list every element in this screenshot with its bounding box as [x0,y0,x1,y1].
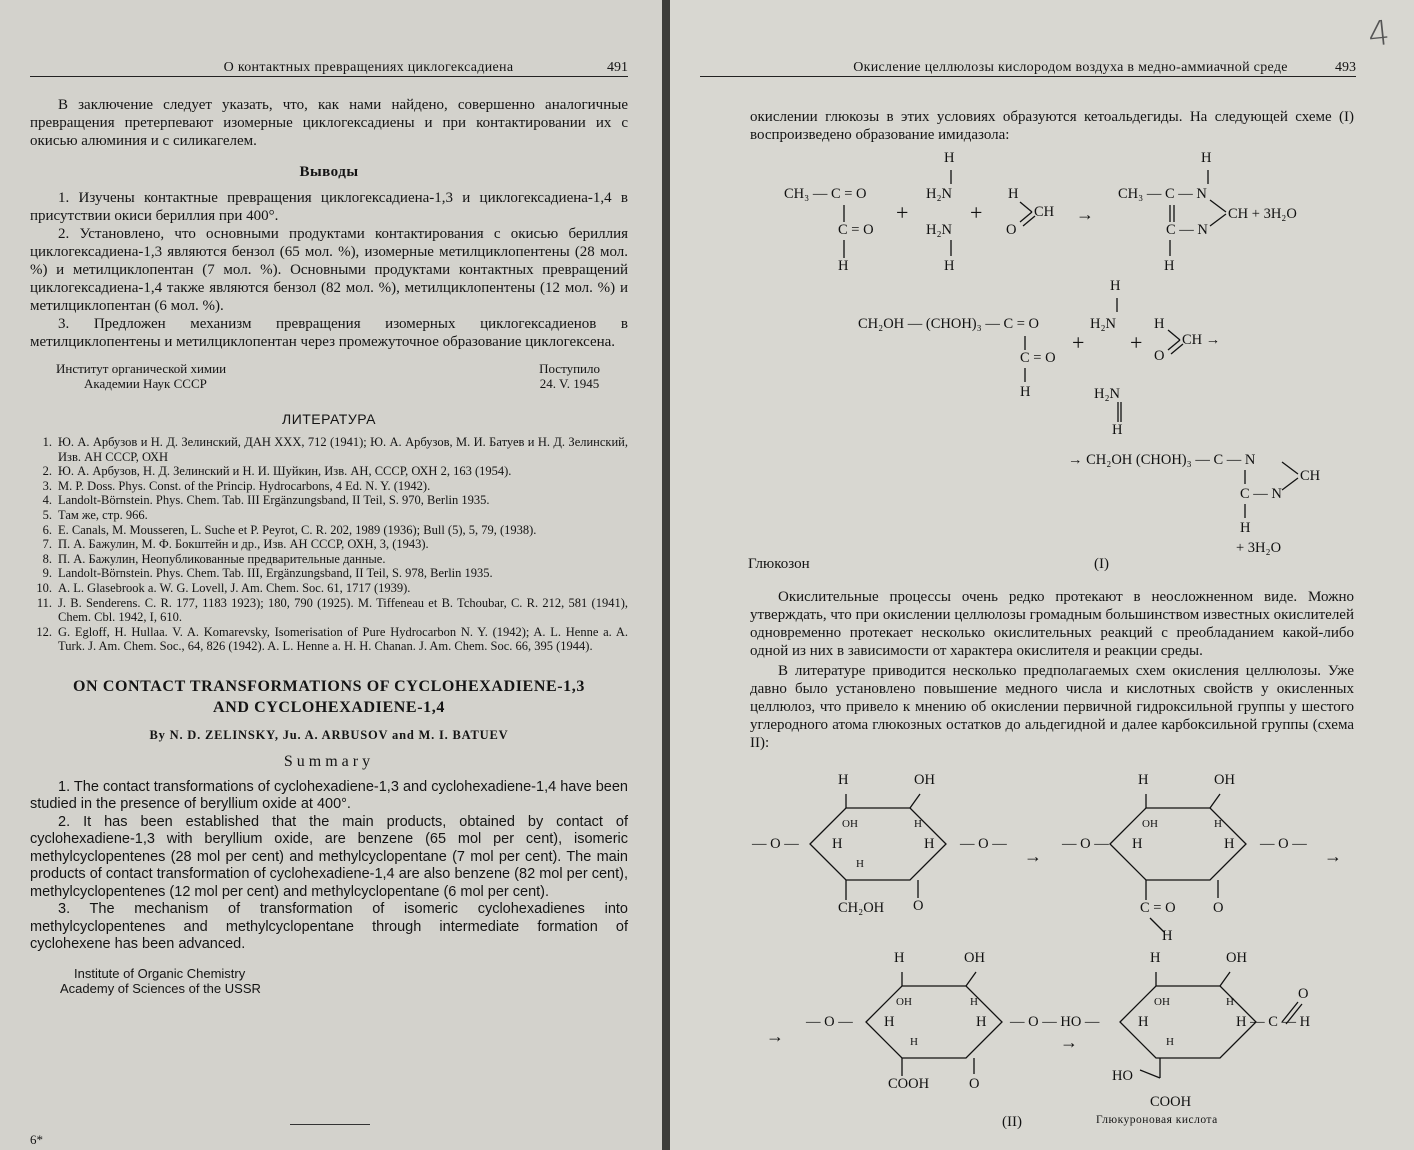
conclusion-item: 2. Установлено, что основными продуктами контактирования с окисью бериллия циклогексадиена-1,3 являются бензол (65 мол. %), изомерные метилциклопентены (28 мол. %) и метилциклопентан (7 мол. %). Основными продуктами контактных превращений циклогексадиена-1,4 также являются бензол (82 мол. %), метилциклопентены (12 мол. %) и метилциклопентан (6 мол. %). [30,226,628,314]
chem-text: H [838,258,849,274]
chem-text: H [1224,836,1235,852]
right-page [670,0,1414,1150]
reference-item [30,552,628,567]
chem-text: H [1150,950,1161,966]
chem-text: OH [1154,996,1170,1008]
chem-text: — O — [752,836,799,852]
chem-text: C = O [838,222,874,238]
ref-text: П. А. Бажулин, Неопубликованные предварительные данные. [58,551,386,566]
chem-text: H [1214,818,1222,830]
chem-text: H [856,858,864,870]
reference-list [30,435,628,654]
chem-text: + 3H₂O [1236,540,1282,556]
ref-text: E. Canals, M. Mousseren, L. Suche et P. Peyrot, C. R. 202, 1989 (1936); Bull (5), 5, 79, (1938). [58,522,537,537]
chem-text: H [1110,278,1121,294]
summary-item: 1. The contact transformations of cyclohexadiene-1,3 and cyclohexadiene-1,4 have been studied in the presence of beryllium oxide at 400°. [30,778,628,813]
ref-text: J. B. Senderens. C. R. 177, 1183 1923); 180, 790 (1925). M. Tiffeneau et B. Tchoubar, C. R. 212, 581 (1941), Chem. Cbl. 1942, I, 610. [58,595,628,625]
summary-heading: Summary [283,752,375,770]
summary-item: 3. The mechanism of transformation of isomeric cyclohexadienes into methylcyclopentenes and methylcyclopentane through intermediate formation of cyclohexene has been advanced. [30,901,628,953]
chem-text: H [894,950,905,966]
chem-text: CH [1034,204,1055,220]
scheme-ii [670,0,1414,1150]
chem-text: + [1072,330,1085,355]
left-page [0,0,662,1150]
conclusion-item: 1. Изучены контактные превращения циклогексадиена-1,3 и циклогексадиена-1,4 в присутствии окиси бериллия при 400°. [30,190,628,224]
reference-item [30,493,628,508]
ref-number: 10. [36,580,52,595]
institute-line: Институт органической химии [56,361,227,376]
affiliation-row [30,361,628,391]
literature-heading: ЛИТЕРАТУРА [282,411,376,427]
chem-text: C — N [1240,486,1282,502]
chem-text: COOH [1150,1094,1192,1110]
conclusions-heading: Выводы [299,164,359,180]
chem-text: + [896,200,909,225]
ref-text: Там же, стр. 966. [58,507,148,522]
chem-text: → [1060,1032,1078,1052]
chem-text: HO [1112,1068,1133,1084]
ref-text: M. P. Doss. Phys. Const. of the Princip. Hydrocarbons, 4 Ed. N. Y. (1942). [58,478,431,493]
english-affiliation [30,966,628,996]
chem-text: H [1132,836,1143,852]
conclusion-item: 3. Предложен механизм превращения изомерных циклогексадиенов в метилциклопентены и метилциклопентан через промежуточное образование циклогексена. [30,316,628,350]
reference-item [30,479,628,494]
received-label: Поступило [539,361,600,376]
ref-number: 8. [42,551,52,566]
scheme-i-label-left: Глюкозон [748,556,810,572]
chem-text: H [1154,316,1165,332]
chem-text: H [1138,772,1149,788]
chem-text: O [1006,222,1017,238]
reference-item [30,581,628,596]
chem-text: → [766,1026,784,1046]
chem-text: O [1298,986,1309,1002]
chem-text: H₂N [1094,386,1120,402]
chem-text: → [1024,846,1042,866]
english-title [30,676,628,718]
chem-text: OH [964,950,985,966]
ref-text: П. А. Бажулин, М. Ф. Бокштейн и др., Изв. АН СССР, ОХН, 3, (1943). [58,537,429,552]
chem-text: H₂N [926,186,952,202]
chem-text: H [944,150,955,166]
ref-number: 9. [42,566,52,581]
reference-item [30,625,628,654]
chem-text: H [924,836,935,852]
chem-text: H [970,996,978,1008]
chem-text: CH + 3H₂O [1228,206,1297,222]
chem-text: — O — [1260,836,1307,852]
chem-text: OH [842,818,858,830]
chem-text: H [976,1014,987,1030]
book-gutter [662,0,670,1150]
footnote-rule [290,1124,370,1125]
summary-body [30,779,628,954]
ref-number: 2. [42,464,52,479]
reference-item [30,596,628,625]
chem-text: CH₂OH — (CHOH)₃ — C = O [858,316,1040,332]
body-paragraph: В литературе приводится несколько предполагаемых схем окисления целлюлозы. Уже давно было установлено повышение медного числа и кислотных свойств у окисленных целлюлоз, что привело к мнению об окислении первичной гидроксильной группы у шестого углеродного атома глюкозных остатков до альдегидной и далее карбоксильной группы (схема II): [750,663,1354,751]
chem-text: OH [1214,772,1235,788]
institute [30,361,226,391]
chem-text: → CH₂OH (CHOH)₃ — C — N [1068,452,1256,468]
chem-text: OH [1142,818,1158,830]
ref-number: 12. [36,624,52,639]
chem-text: H [910,1036,918,1048]
chem-text: H [832,836,843,852]
chem-text: CH [1300,468,1321,484]
ref-number: 7. [42,537,52,552]
chem-text: O [1154,348,1165,364]
reference-item [30,537,628,552]
chem-text: H₂N [926,222,952,238]
ref-number: 3. [42,478,52,493]
english-affiliation-line: Institute of Organic Chemistry [74,965,246,981]
chem-text: H [884,1014,895,1030]
reference-item [30,464,628,479]
summary-item: 2. It has been established that the main products, obtained by contact of cyclohexadiene-1,3 with beryllium oxide, are benzene (65 mol per cent), isomeric methylcyclopentenes (28 mol per cent) and methylcyclopentane (7 mol per cent). The main products of contact transformation of cyclohexadiene-1,4 are also benzene (82 mol per cent), methylcyclopentenes (12 mol per cent) and methylcyclopentane (6 mol per cent). [30,813,628,900]
ref-text: Ю. А. Арбузов и Н. Д. Зелинский, ДАН XXX, 712 (1941); Ю. А. Арбузов, М. И. Батуев и Н. Д. Зелинский, Изв. АН СССР, ОХН [58,435,628,464]
chem-text: H [1226,996,1234,1008]
chem-text: H [1164,258,1175,274]
chem-text: — O — HO — [1010,1014,1100,1030]
running-title: Окисление целлюлозы кислородом воздуха в медно-аммиачной среде [853,60,1288,75]
chem-text: CH → [1182,332,1221,348]
intro-paragraph: В заключение следует указать, что, как нами найдено, совершенно аналогичные превращения претерпевают изомерные циклогексадиены и при контактировании их с окисью алюминия и с силикагелем. [30,97,628,149]
english-title-line: AND CYCLOHEXADIENE-1,4 [213,698,445,716]
chem-text: H [1162,928,1173,944]
received [539,361,628,391]
ref-text: Landolt-Börnstein. Phys. Chem. Tab. III, Ergänzungsband, II Teil, S. 978, Berlin 1935. [58,566,493,581]
intro-paragraph: окислении глюкозы в этих условиях образуются кетоальдегиды. На следующей схеме (I) воспроизведено образование имидазола: [750,109,1354,143]
reference-item [30,566,628,581]
chem-text: CH₃ — C = O [784,186,867,202]
ref-text: Landolt-Börnstein. Phys. Chem. Tab. III Ergänzungsband, II Teil, S. 970, Berlin 1935. [58,493,490,508]
chem-text: CH₂OH [838,900,885,916]
english-affiliation-line: Academy of Sciences of the USSR [60,980,261,996]
english-title-line: ON CONTACT TRANSFORMATIONS OF CYCLOHEXADIENE-1,3 [73,677,585,695]
scheme-ii-rings [670,0,1414,1150]
scheme-ii-caption: Глюкуроновая кислота [1096,1114,1218,1126]
chem-text: OH [914,772,935,788]
chem-text: H [944,258,955,274]
chem-text: H [1201,150,1212,166]
chem-text: O [1213,900,1224,916]
received-date: 24. V. 1945 [539,376,600,391]
chem-text: H [838,772,849,788]
chem-text: — O — [960,836,1007,852]
chem-text: H [1240,520,1251,536]
ref-text: Ю. А. Арбузов, Н. Д. Зелинский и Н. И. Шуйкин, Изв. АН, СССР, ОХН 2, 163 (1954). [58,464,512,479]
chem-text: H [914,818,922,830]
chem-text: C = O [1020,350,1056,366]
body-paragraph: Окислительные процессы очень редко протекают в неосложненном виде. Можно утверждать, что при окислении целлюлозы громадным большинством известных окислителей одновременно протекает несколько окислительных реакций с преобладанием какой-либо одной из них в зависимости от характера окислителя и реакции среды. [750,589,1354,659]
ref-text: G. Egloff, H. Hullaa. V. A. Komarevsky, Isomerisation of Pure Hydrocarbon N. Y. (1942); A. L. Henne a. A. Turk. J. Am. Chem. Soc., 64, 826 (1942). A. L. Henne a. H. H. Chanan. J. Am. Chem. Soc. 66, 395 (1944). [58,624,628,654]
page-number: 491 [607,60,628,75]
chem-text: + [970,200,983,225]
handwritten-mark: 4 [1365,12,1392,56]
chem-text: C = O [1140,900,1176,916]
chem-text: → [1076,204,1094,224]
chem-text: H [1166,1036,1174,1048]
chem-text: COOH [888,1076,930,1092]
ref-number: 11. [36,595,52,610]
reference-item [30,508,628,523]
ref-number: 5. [42,507,52,522]
chem-text: CH₃ — C — N [1118,186,1207,202]
page-number: 493 [1334,60,1356,75]
chem-text: H [1020,384,1031,400]
chem-text: OH [1226,950,1247,966]
running-title: О контактных превращениях циклогексадиена [223,60,514,75]
ref-number: 6. [42,522,52,537]
reference-item [30,435,628,464]
left-content [30,96,628,996]
english-authors: By N. D. ZELINSKY, Ju. A. ARBUSOV and M. I. BATUEV [149,727,509,742]
chem-text: — O — [806,1014,853,1030]
chem-text: H [1112,422,1123,438]
reference-item [30,523,628,538]
chem-text: + [1130,330,1143,355]
chem-text: O [913,898,924,914]
chem-text: OH [896,996,912,1008]
ref-number: 1. [42,435,52,449]
chem-text: H — C — H [1236,1014,1311,1030]
signature-mark: 6* [30,1132,43,1147]
chem-text: C — N [1166,222,1208,238]
scheme-ii-label: (II) [1002,1114,1022,1130]
chem-text: H [1138,1014,1149,1030]
chem-text: → [1324,846,1342,866]
chem-text: O [969,1076,980,1092]
chem-text: H₂N [1090,316,1116,332]
scheme-i-label: (I) [1094,556,1109,572]
ref-number: 4. [42,493,52,508]
chem-text: — O — [1062,836,1109,852]
ref-text: A. L. Glasebrook a. W. G. Lovell, J. Am. Chem. Soc. 61, 1717 (1939). [58,580,411,595]
chem-text: H [1008,186,1019,202]
institute-line: Академии Наук СССР [84,376,207,391]
left-running-head [30,54,628,77]
